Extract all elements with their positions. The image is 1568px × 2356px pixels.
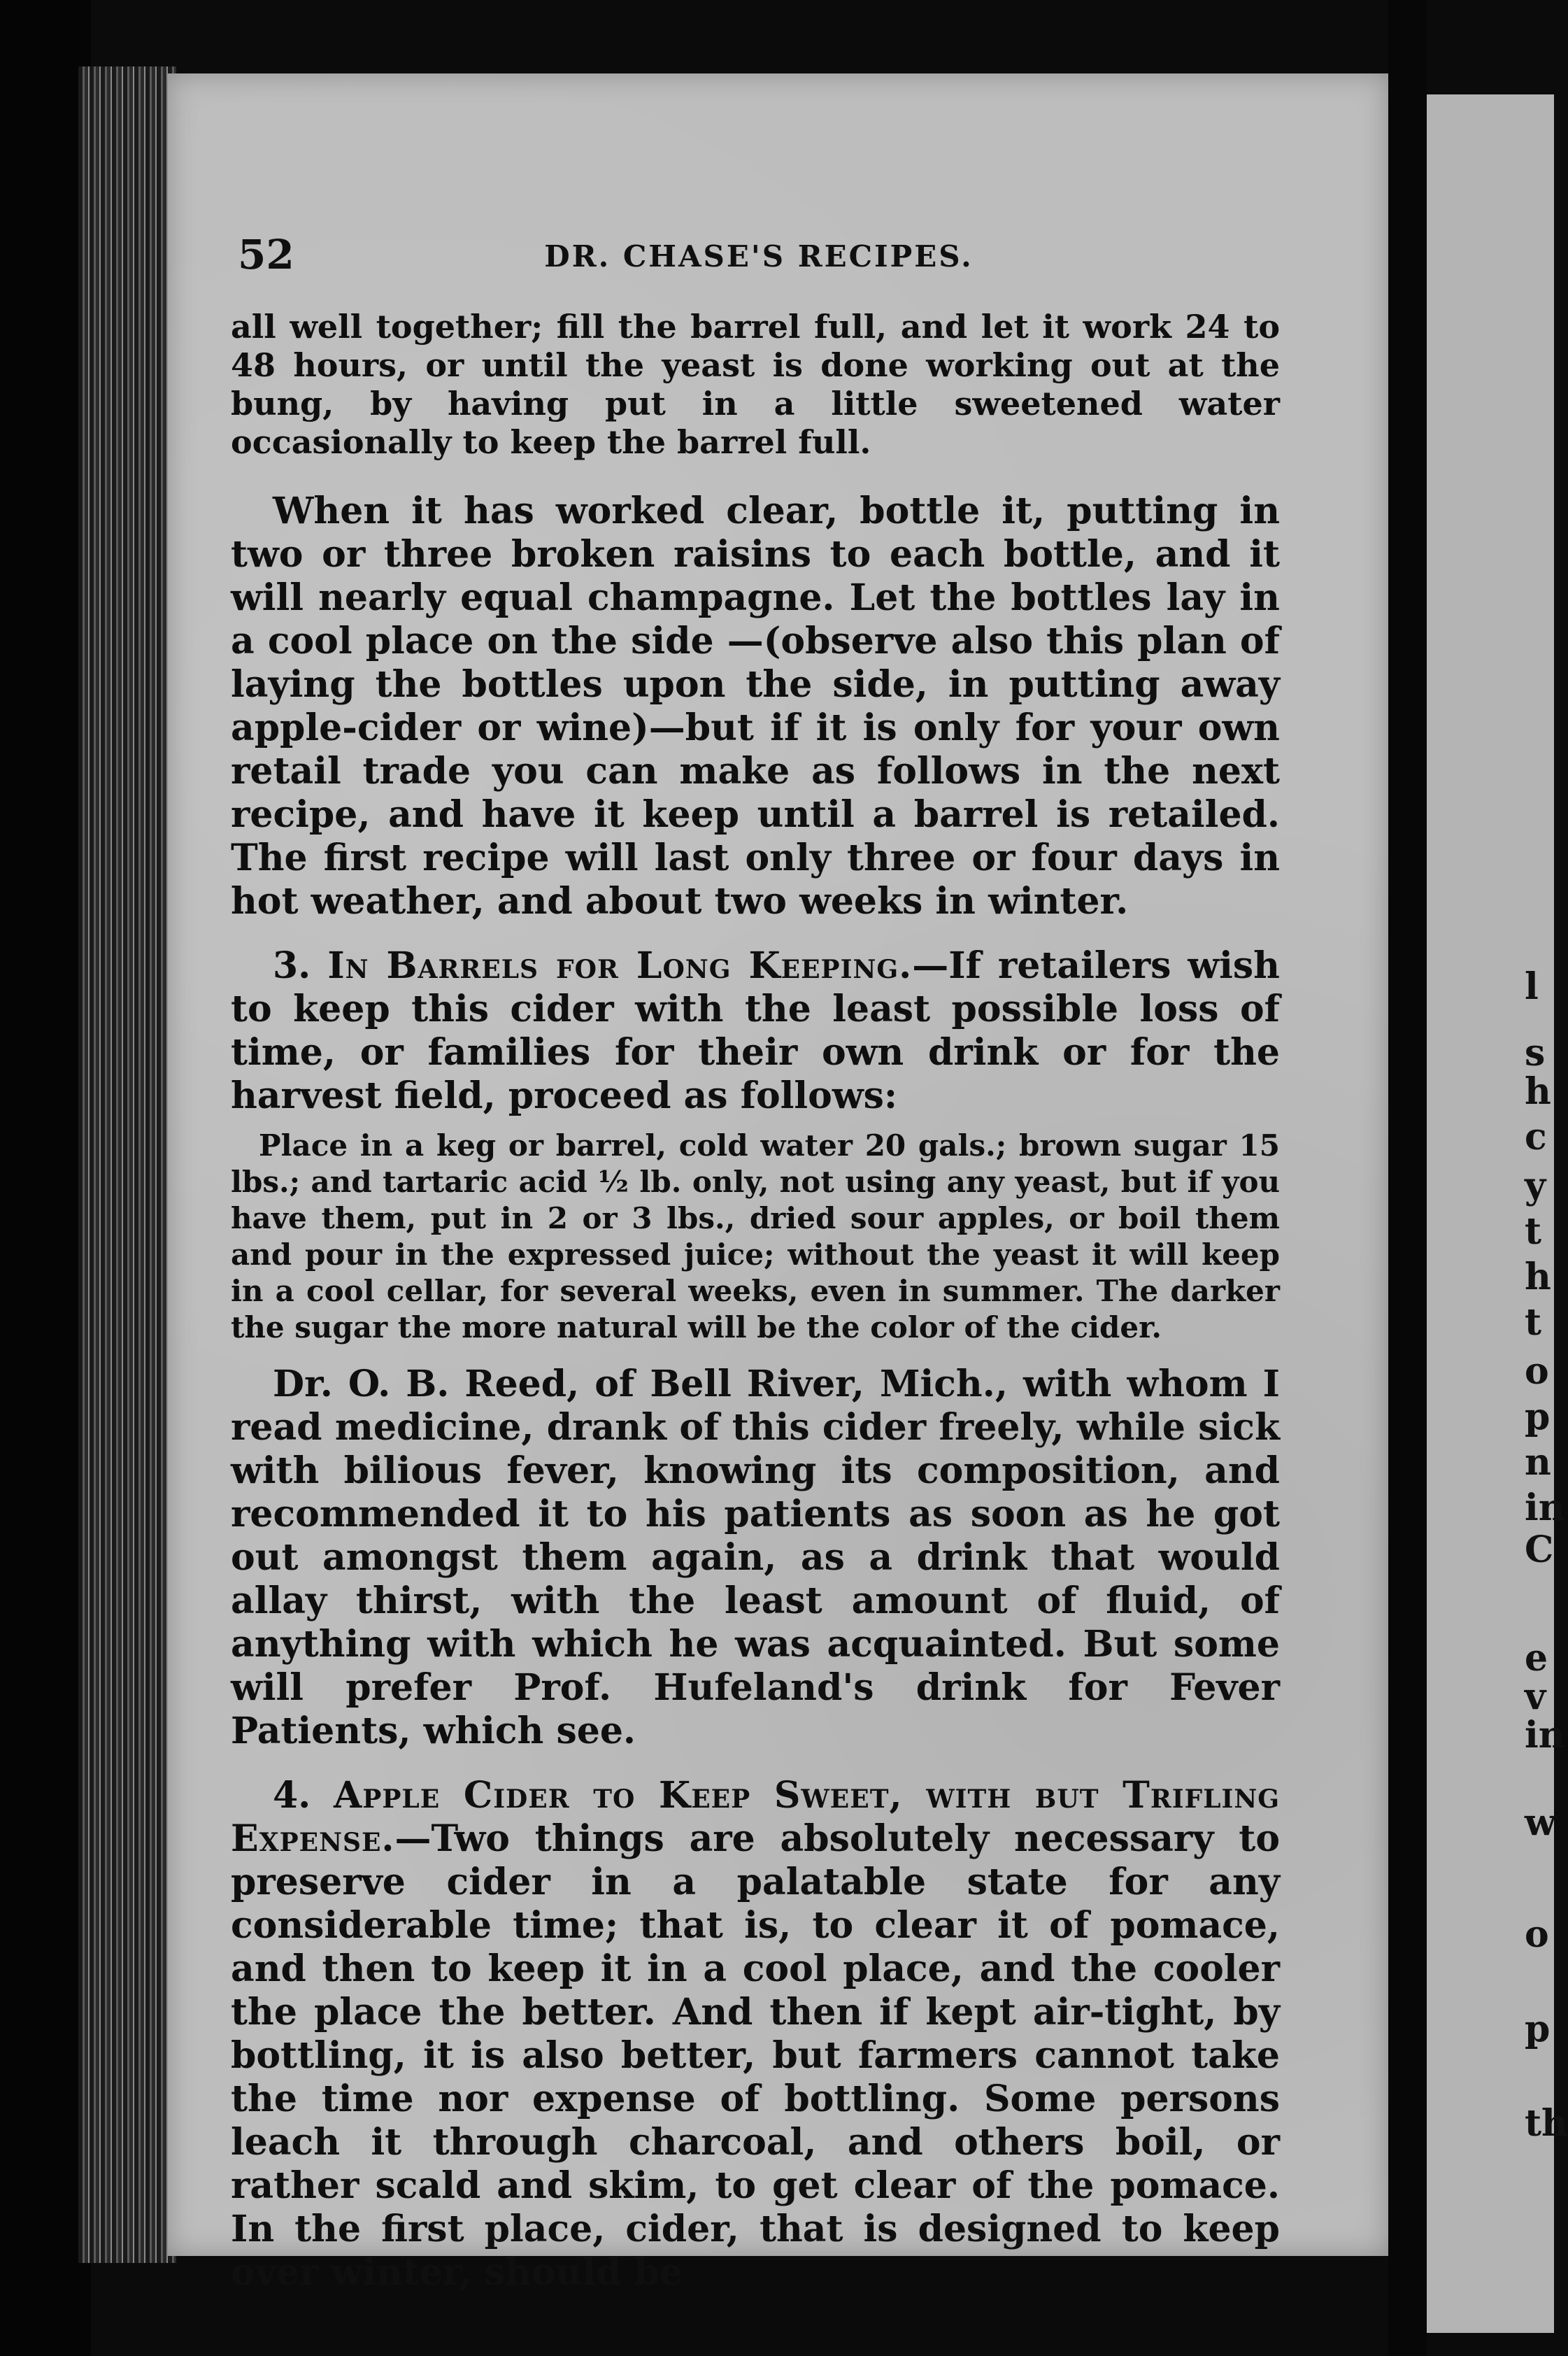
recipe-heading: In Barrels for Long Keeping. bbox=[327, 944, 913, 987]
adjacent-page-fragment: in bbox=[1525, 1486, 1565, 1529]
recipe-number: 3. bbox=[273, 944, 311, 987]
adjacent-page-fragment: n bbox=[1525, 1441, 1551, 1484]
adjacent-page-fragment: o bbox=[1525, 1913, 1549, 1956]
adjacent-page-fragment: t bbox=[1525, 1301, 1542, 1344]
adjacent-page-fragment: c bbox=[1525, 1116, 1547, 1158]
paragraph-recipe-3 bbox=[231, 944, 1280, 1118]
adjacent-page-fragment: v bbox=[1525, 1675, 1546, 1718]
recipe-number: 4. bbox=[273, 1774, 311, 1817]
page-number: 52 bbox=[238, 231, 294, 278]
adjacent-page-fragment: w bbox=[1525, 1801, 1556, 1844]
adjacent-page-fragment: y bbox=[1525, 1165, 1546, 1207]
adjacent-page-fragment: t bbox=[1525, 1210, 1542, 1253]
book-spine bbox=[0, 0, 91, 2356]
adjacent-page-fragment: e bbox=[1525, 1637, 1548, 1680]
page-gutter bbox=[1388, 0, 1427, 2356]
adjacent-page-fragment: in bbox=[1525, 1714, 1565, 1757]
paragraph-bottling: When it has worked clear, bottle it, putting in two or three broken raisins to each bottle, and it will nearly equal champagne. Let the bottles lay in a cool place on the side —(observe also this plan of laying the bottles upon the side, in putting away apple-cider or wine)—but if it is only for your own retail trade you can make as follows in the next recipe, and have it keep until a barrel is retailed. The first recipe will last only three or four days in hot weather, and about two weeks in winter. bbox=[231, 490, 1280, 923]
recipe-instructions: Place in a keg or barrel, cold water 20 gals.; brown sugar 15 lbs.; and tartaric acid ½ lb. only, not using any yeast, but if you have them, put in 2 or 3 lbs., dried sour apples, or boil them and pour in the expressed juice; without the yeast it will keep in a cool cellar, for several weeks, even in summer. The darker the sugar the more natural will be the color of the cider. bbox=[231, 1128, 1280, 1344]
recipe-intro: —If retailers wish to keep this cider with the least possible loss of time, or families for their own drink or for the harvest field, proceed as follows: bbox=[231, 944, 1280, 1117]
running-title: DR. CHASE'S RECIPES. bbox=[544, 239, 974, 274]
adjacent-page-fragment: o bbox=[1525, 1350, 1549, 1393]
paragraph-continuation: all well together; fill the barrel full, and let it work 24 to 48 hours, or until the yeast is done working out at the bung, by having put in a little sweetened water occasionally to keep the barrel full. bbox=[231, 308, 1280, 461]
page-body bbox=[231, 308, 1280, 2294]
recipe-heading: Apple Cider to Keep Sweet, with but Trifling Expense. bbox=[231, 1774, 1280, 1860]
page-header bbox=[238, 231, 1280, 287]
adjacent-page-fragment: h bbox=[1525, 1070, 1551, 1113]
adjacent-page-fragment: C bbox=[1525, 1528, 1554, 1571]
page-edges bbox=[78, 66, 176, 2263]
paragraph-recipe-4 bbox=[231, 1774, 1280, 2294]
adjacent-page-fragment: h bbox=[1525, 1256, 1551, 1298]
adjacent-page-fragment: th bbox=[1525, 2102, 1568, 2145]
adjacent-page-fragment: l bbox=[1525, 965, 1539, 1008]
recipe-body: —Two things are absolutely necessary to preserve cider in a palatable state for any considerable time; that is, to clear it of pomace, and then to keep it in a cool place, and the cooler the place the better. And then if kept air-tight, by bottling, it is also better, but farmers cannot take the time nor expense of bottling. Some persons leach it through charcoal, and others boil, or rather scald and skim, to get clear of the pomace. In the first place, cider, that is designed to keep over winter, should be bbox=[231, 1817, 1280, 2294]
adjacent-page-fragment: p bbox=[1525, 1396, 1551, 1438]
adjacent-page bbox=[1427, 94, 1568, 2333]
adjacent-page-fragment: s bbox=[1525, 1032, 1546, 1074]
adjacent-page-fragment: p bbox=[1525, 2008, 1551, 2050]
paragraph-dr-reed: Dr. O. B. Reed, of Bell River, Mich., with whom I read medicine, drank of this cider freely, while sick with bilious fever, knowing its composition, and recommended it to his patients as soon as he got out amongst them again, as a drink that would allay thirst, with the least amount of fluid, of anything with which he was acquainted. But some will prefer Prof. Hufeland's drink for Fever Patients, which see. bbox=[231, 1363, 1280, 1752]
